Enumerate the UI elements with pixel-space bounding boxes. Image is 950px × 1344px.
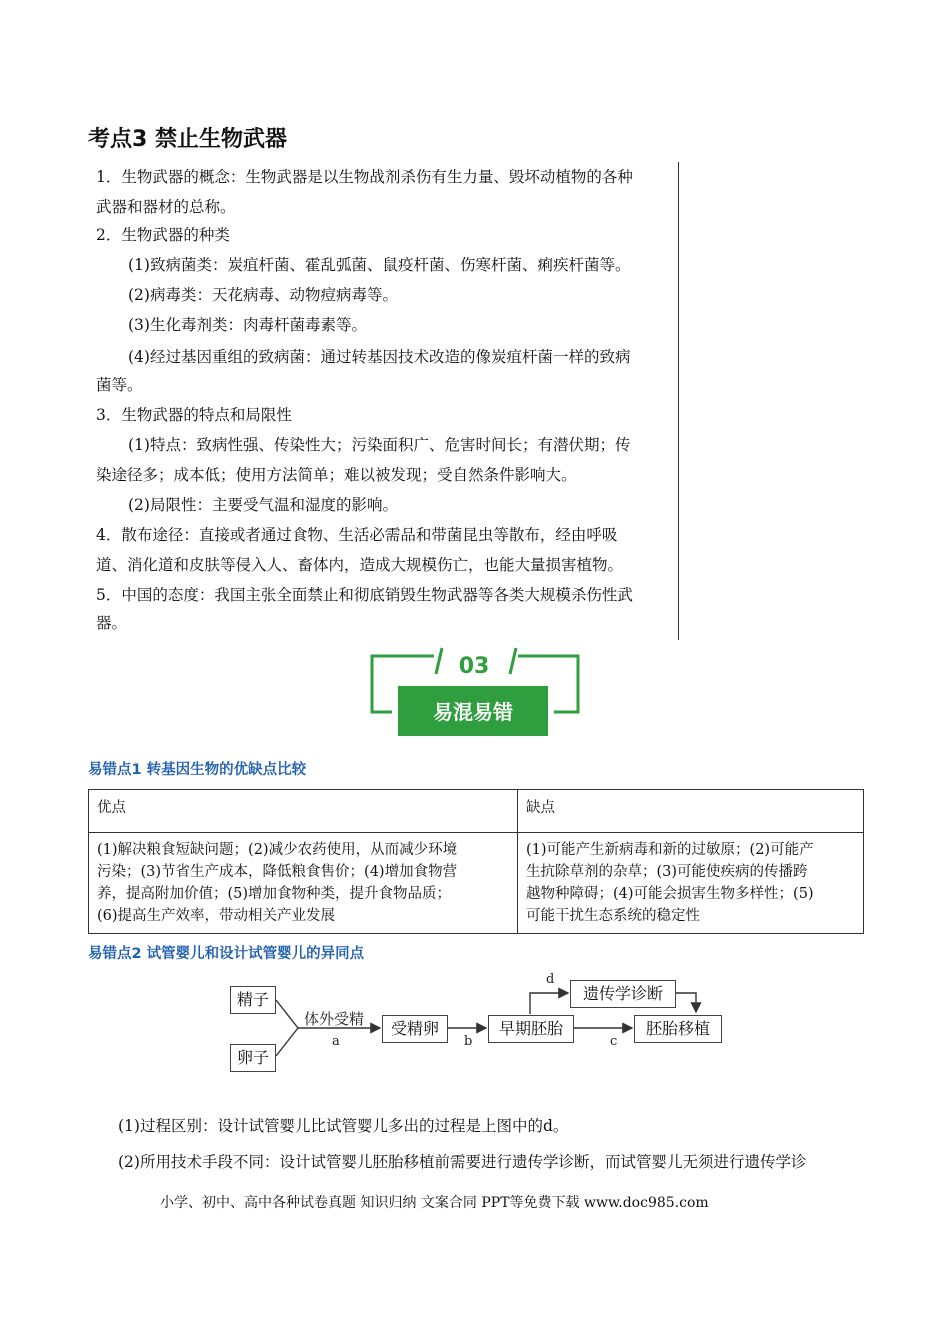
text-line: 器。 — [96, 614, 128, 632]
text-line: 3．生物武器的特点和局限性 — [96, 406, 292, 424]
comparison-table — [88, 789, 864, 934]
err1-title: 易错点1 转基因生物的优缺点比较 — [88, 762, 307, 778]
text-line: 武器和器材的总称。 — [96, 198, 236, 216]
text-line: 5．中国的态度：我国主张全面禁止和彻底销毁生物武器等各类大规模杀伤性武 — [96, 586, 633, 604]
text-line: 染途径多；成本低；使用方法简单；难以被发现；受自然条件影响大。 — [96, 466, 577, 484]
text-line: 2．生物武器的种类 — [96, 226, 230, 244]
text-line: (1)特点：致病性强、传染性大；污染面积广、危害时间长；有潜伏期；传 — [128, 436, 631, 454]
err2-title: 易错点2 试管婴儿和设计试管婴儿的异同点 — [88, 946, 365, 962]
content-box — [88, 162, 679, 640]
label-c: c — [610, 1034, 618, 1049]
pros-line: (6)提高生产效率，带动相关产业发展 — [97, 908, 336, 924]
cons-line: (1)可能产生新病毒和新的过敏原；(2)可能产 — [526, 842, 814, 858]
arrow-diagnosis-transfer — [676, 993, 696, 1012]
pros-line: 污染；(3)节省生产成本，降低粮食售价；(4)增加食物营 — [97, 864, 458, 880]
cell-pros — [89, 833, 518, 934]
section-badge — [368, 646, 584, 742]
note-line: (1)过程区别：设计试管婴儿比试管婴儿多出的过程是上图中的d。 — [118, 1117, 569, 1135]
text-line: 菌等。 — [96, 376, 143, 394]
text-line: 道、消化道和皮肤等侵入人、畜体内，造成大规模伤亡，也能大量损害植物。 — [96, 556, 624, 574]
box-embryo: 早期胚胎 — [488, 1015, 574, 1043]
text-line: (2)局限性：主要受气温和湿度的影响。 — [128, 496, 398, 514]
badge-number: 03 — [458, 654, 490, 679]
cons-line: 越物种障碍；(4)可能会损害生物多样性；(5) — [526, 886, 814, 902]
section-title: 考点3 禁止生物武器 — [88, 127, 287, 152]
note-line: (2)所用技术手段不同：设计试管婴儿胚胎移植前需要进行遗传学诊断，而试管婴儿无须进行遗传学诊 — [118, 1153, 807, 1171]
pros-line: 养，提高附加价值；(5)增加食物种类，提升食物品质； — [97, 886, 452, 902]
connector-sperm — [276, 1000, 298, 1028]
connector-egg — [276, 1028, 298, 1056]
arrow-d — [530, 993, 568, 1014]
badge-slash-right — [510, 648, 516, 674]
text-line: (3)生化毒剂类：肉毒杆菌毒素等。 — [128, 316, 367, 334]
table-row — [89, 833, 864, 934]
cons-line: 生抗除草剂的杂草；(3)可能使疾病的传播跨 — [526, 864, 808, 880]
cell-cons — [518, 833, 864, 934]
box-diagnosis: 遗传学诊断 — [570, 980, 676, 1008]
header-cons: 缺点 — [518, 790, 864, 833]
page-footer: 小学、初中、高中各种试卷真题 知识归纳 文案合同 PPT等免费下载 www.doc985.com — [160, 1195, 709, 1211]
text-line: (1)致病菌类：炭疽杆菌、霍乱弧菌、鼠疫杆菌、伤寒杆菌、痢疾杆菌等。 — [128, 256, 631, 274]
label-b: b — [464, 1034, 473, 1049]
cons-line: 可能干扰生态系统的稳定性 — [526, 908, 700, 924]
label-ivf: 体外受精 — [304, 1010, 365, 1028]
text-line: (4)经过基因重组的致病菌：通过转基因技术改造的像炭疽杆菌一样的致病 — [128, 348, 631, 366]
label-a: a — [332, 1034, 340, 1049]
badge-slash-left — [436, 648, 442, 674]
table-header-row — [89, 790, 864, 833]
box-zygote: 受精卵 — [382, 1015, 448, 1043]
box-sperm: 精子 — [230, 986, 276, 1014]
pros-line: (1)解决粮食短缺问题；(2)减少农药使用，从而减少环境 — [97, 842, 458, 858]
box-egg: 卵子 — [230, 1044, 276, 1072]
badge-label: 易混易错 — [433, 700, 513, 724]
label-d: d — [546, 972, 555, 987]
box-transfer: 胚胎移植 — [634, 1015, 722, 1043]
text-line: (2)病毒类：天花病毒、动物痘病毒等。 — [128, 286, 398, 304]
text-line: 4．散布途径：直接或者通过食物、生活必需品和带菌昆虫等散布，经由呼吸 — [96, 526, 618, 544]
header-pros: 优点 — [89, 790, 518, 833]
text-line: 1．生物武器的概念：生物武器是以生物战剂杀伤有生力量、毁坏动植物的各种 — [96, 168, 633, 186]
